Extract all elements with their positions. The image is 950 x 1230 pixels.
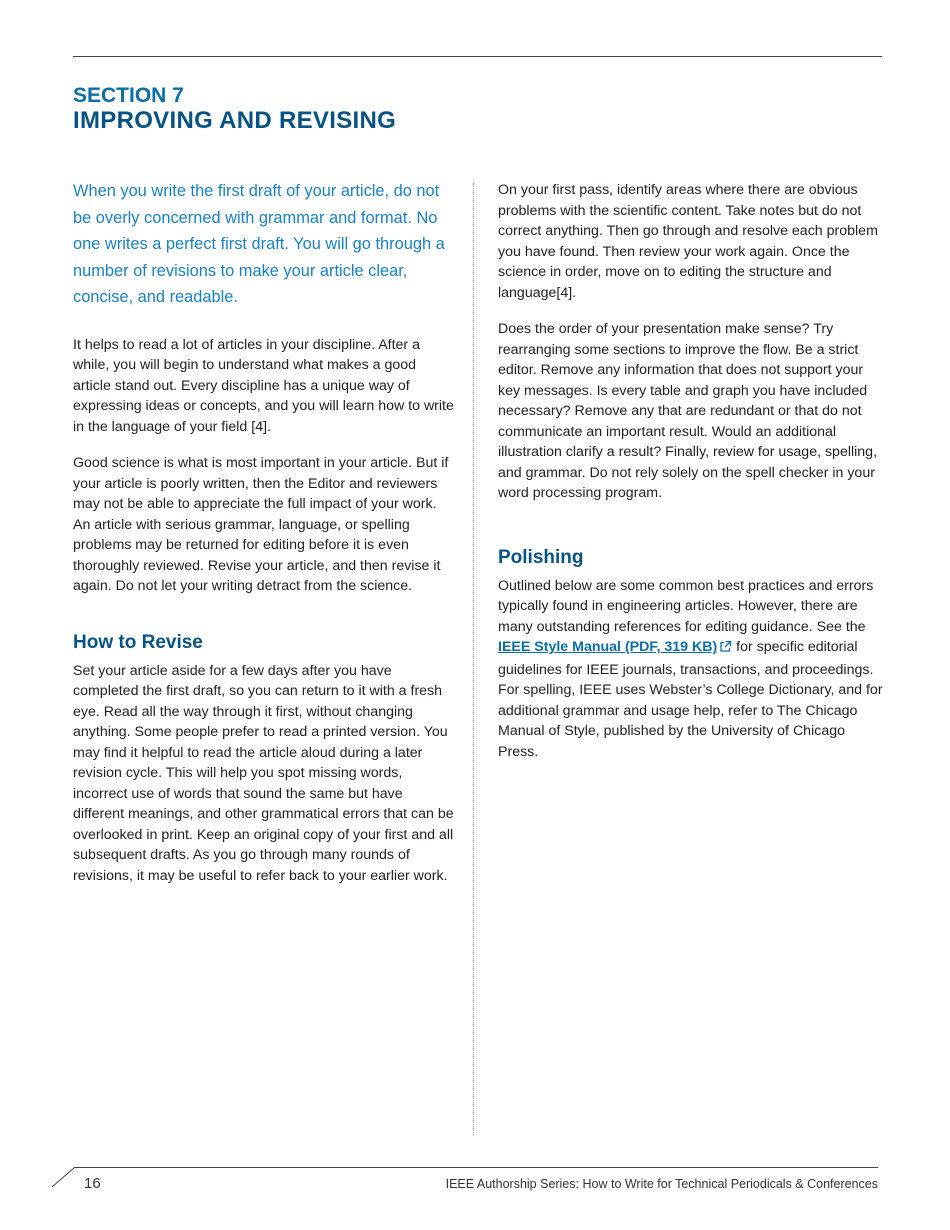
polishing-heading: Polishing — [498, 546, 584, 568]
intro-paragraph: When you write the first draft of your article, do not be overly concerned with grammar and format. No one writes a perfect first draft. You will go through a number of revisions to make your article clear, concise, and readable. — [73, 182, 445, 306]
page-number: 16 — [84, 1175, 101, 1192]
polishing-body-after-link: for specific editorial guidelines for IEEE journals, transactions, and proceedings. For spelling, IEEE uses Webster’s College Dictionary, and for additional grammar and usage help, refer to The Chicago Manual of Style, published by the University of Chicago Press. — [498, 639, 883, 760]
section-title: IMPROVING AND REVISING — [73, 107, 397, 134]
polishing-body-before-link: Outlined below are some common best practices and errors typically found in engineering articles. However, there are many outstanding references for editing guidance. See the — [498, 577, 874, 635]
body-paragraph: On your first pass, identify areas where there are obvious problems with the scientific content. Take notes but do not correct anything. Then go through and resolve each problem you have found. Then review your work again. Once the science in order, move on to editing the structure and language[4]. — [498, 182, 878, 301]
top-rule — [73, 56, 882, 57]
how-to-revise-heading: How to Revise — [73, 631, 203, 653]
column-divider — [473, 183, 474, 1135]
body-paragraph: It helps to read a lot of articles in your discipline. After a while, you will begin to understand what makes a good article stand out. Every discipline has a unique way of expressing ideas or concepts, and you will learn how to write in the language of your field [4]. — [73, 336, 454, 435]
footer-title: IEEE Authorship Series: How to Write for Technical Periodicals & Conferences — [445, 1177, 878, 1191]
ieee-style-manual-link[interactable]: IEEE Style Manual (PDF, 319 KB) — [498, 639, 718, 655]
body-paragraph: Does the order of your presentation make sense? Try rearranging some sections to improve the flow. Be a strict editor. Remove any information that does not support your key messages. Is every table and graph you have included necessary? Remove any that are redundant or that do not communicate an important result. Would an additional illustration clarify a result? Finally, review for usage, spelling, and grammar. Do not rely solely on the spell checker in your word processing program. — [498, 321, 878, 501]
how-to-revise-body: Set your article aside for a few days after you have completed the first draft, so you can return to it with a fresh eye. Read all the way through it first, without changing anything. Some people prefer to read a printed version. You may find it helpful to read the article aloud during a later revision cycle. This will help you spot missing words, incorrect use of words that sound the same but have different meanings, and other grammatical errors that can be overlooked in print. Keep an original copy of your first and all subsequent drafts. As you go through many rounds of revisions, it may be useful to refer back to your earlier work. — [73, 662, 454, 884]
footer-corner-slash — [52, 1166, 77, 1188]
left-column — [73, 178, 455, 902]
external-link-icon[interactable] — [719, 639, 732, 660]
right-column — [498, 180, 883, 778]
bottom-rule — [75, 1167, 878, 1168]
body-paragraph: Good science is what is most important in your article. But if your article is poorly written, then the Editor and reviewers may not be able to appreciate the full impact of your work. An article with serious grammar, language, or spelling problems may be returned for editing before it is even thoroughly reviewed. Revise your article, and then revise it again. Do not let your writing detract from the science. — [73, 455, 449, 594]
section-label: SECTION 7 — [73, 84, 184, 107]
polishing-body — [498, 576, 883, 763]
